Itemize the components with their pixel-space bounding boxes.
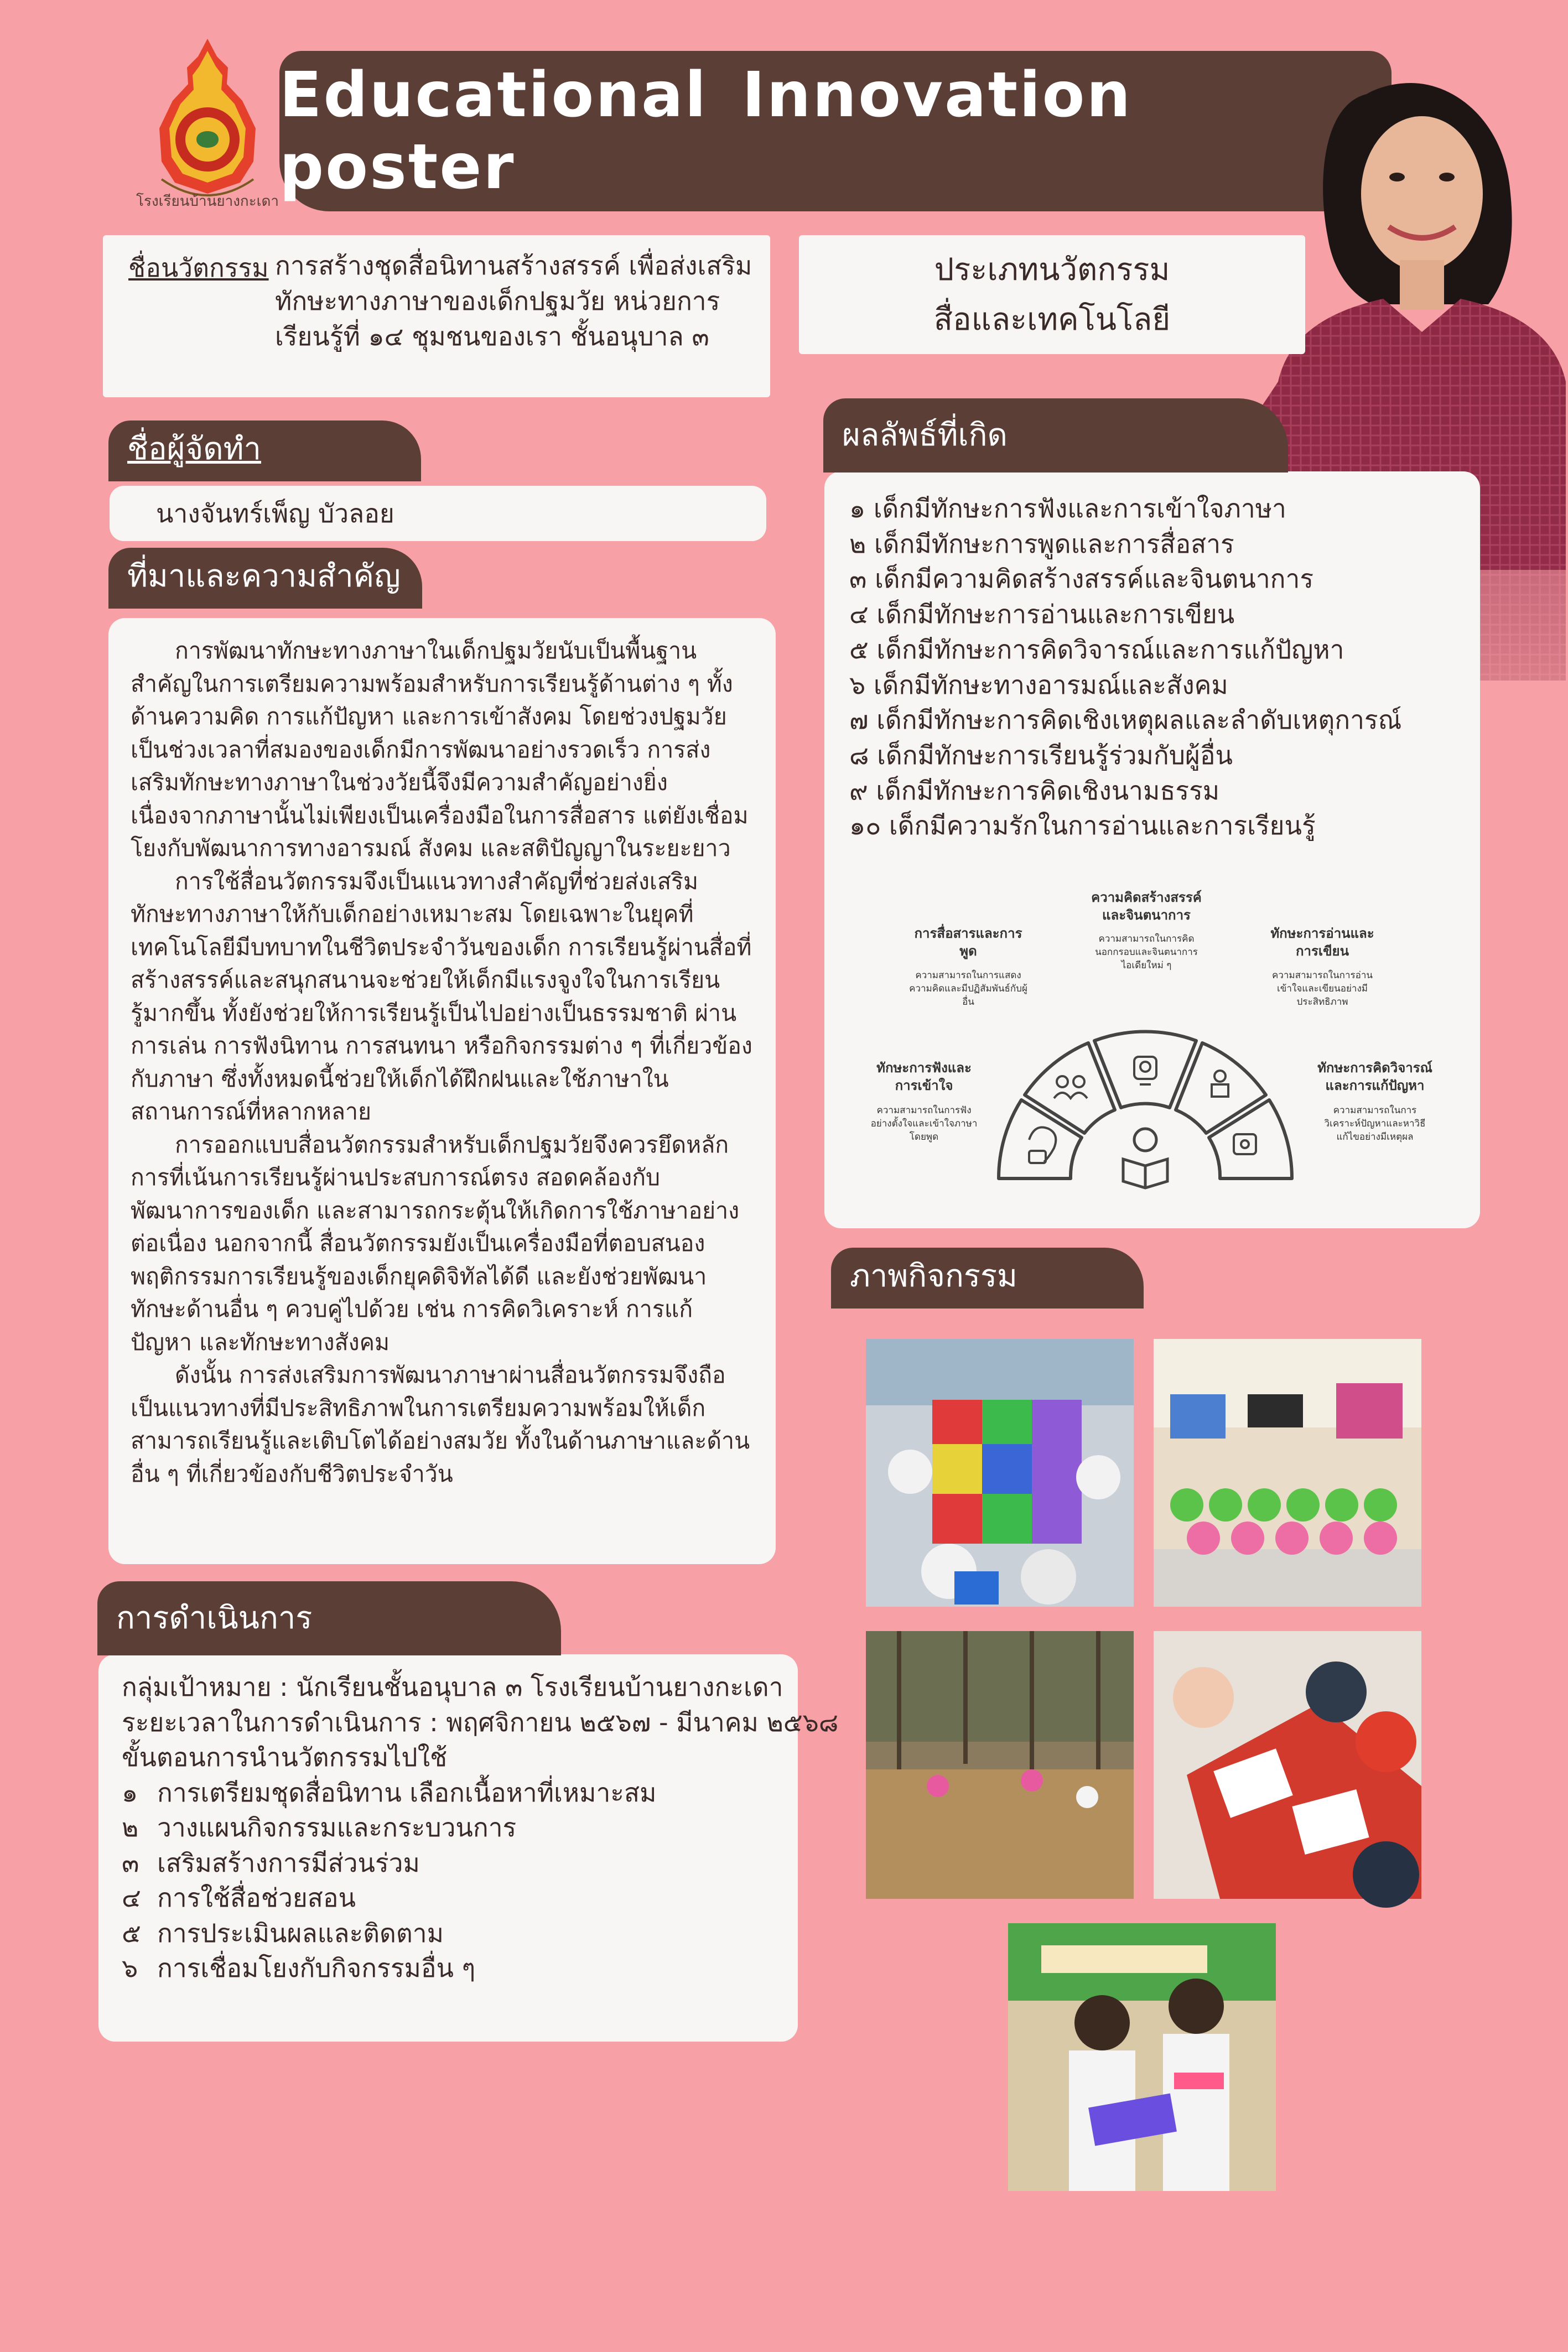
wheel-label-communicate-desc: อื่น	[962, 996, 974, 1008]
reading-person-icon	[1212, 1071, 1228, 1097]
step-item: ๓ เสริมสร้างการมีส่วนร่วม	[122, 1847, 420, 1878]
wheel-label-creative-desc: นอกกรอบและจินตนาการ	[1095, 947, 1198, 958]
activity-photo	[1154, 1631, 1421, 1899]
school-logo	[136, 34, 279, 217]
steps-title: ขั้นตอนการนำนวัตกรรมไปใช้	[122, 1742, 448, 1772]
wheel-label-reading-desc: ประสิทธิภาพ	[1296, 996, 1348, 1008]
school-logo-text: โรงเรียนบ้านยางกะเดา	[136, 193, 279, 210]
innovation-line: เรียนรู้ที่ ๑๔ ชุมชนของเรา ชั้นอนุบาล ๓	[275, 321, 709, 351]
wheel-label-communicate-desc: ความคิดและมีปฏิสัมพันธ์กับผู้	[909, 983, 1027, 994]
innovation-type-box	[799, 235, 1305, 354]
wheel-label-listen-title: ทักษะการฟังและ	[876, 1060, 972, 1076]
activity-photo	[1008, 1923, 1276, 2191]
wheel-label-critical-desc: วิเคราะห์ปัญหาและหาวิธี	[1324, 1118, 1426, 1129]
result-item: ๓ เด็กมีความคิดสร้างสรรค์และจินตนาการ	[849, 564, 1314, 594]
innovation-line: การสร้างชุดสื่อนิทานสร้างสรรค์ เพื่อส่งเสริม	[275, 251, 752, 281]
author-heading: ชื่อผู้จัดทำ	[108, 420, 421, 481]
wheel-label-creative-title: ความคิดสร้างสรรค์	[1091, 890, 1202, 905]
result-item: ๒ เด็กมีทักษะการพูดและการสื่อสาร	[849, 528, 1234, 559]
origin-heading: ที่มาและความสำคัญ	[108, 548, 422, 609]
result-item: ๗ เด็กมีทักษะการคิดเชิงเหตุผลและลำดับเหตุการณ์	[849, 705, 1402, 735]
origin-paragraph: ดังนั้น การส่งเสริมการพัฒนาภาษาผ่านสื่อนวัตกรรมจึงถือเป็นแนวทางที่มีประสิทธิภาพในการเตรียมความพร้อมให้เด็กสามารถเรียนรู้และเติบโตได้อย่างสมวัย ทั้งในด้านภาษาและด้านอื่น ๆ ที่เกี่ยวข้องกับชีวิตประจำวัน	[131, 1362, 750, 1487]
wheel-label-listen-title: การเข้าใจ	[895, 1078, 953, 1093]
group-talk-icon	[1054, 1076, 1087, 1098]
wheel-label-creative-desc: ความสามารถในการคิด	[1098, 933, 1195, 944]
step-item: ๑ การเตรียมชุดสื่อนิทาน เลือกเนื้อหาที่เหมาะสม	[122, 1777, 657, 1808]
wheel-label-critical-title: และการแก้ปัญหา	[1325, 1078, 1425, 1093]
results-list	[849, 491, 1401, 844]
activity-photo	[866, 1631, 1134, 1899]
wheel-label-reading-title: ทักษะการอ่านและ	[1270, 926, 1374, 941]
results-heading: ผลลัพธ์ที่เกิด	[823, 398, 1288, 473]
poster-title: Educational Innovation poster	[279, 51, 1392, 211]
innovation-type-label: ประเภทนวัตกรรม	[934, 251, 1170, 288]
result-item: ๑๐ เด็กมีความรักในการอ่านและการเรียนรู้	[849, 811, 1316, 841]
author-name: นางจันทร์เพ็ญ บัวลอย	[110, 486, 766, 541]
result-item: ๖ เด็กมีทักษะทางอารมณ์และสังคม	[849, 669, 1228, 700]
origin-paragraph: การพัฒนาทักษะทางภาษาในเด็กปฐมวัยนับเป็นพื้นฐานสำคัญในการเตรียมความพร้อมสำหรับการเรียนรู้ด้านต่าง ๆ ทั้งด้านความคิด การแก้ปัญหา และการเข้าสังคม โดยช่วงปฐมวัย เป็นช่วงเวลาที่สมองของเด็กมีการพัฒนาอย่างรวดเร็ว การส่งเสริมทักษะทางภาษาในช่วงวัยนี้จึงมีความสำคัญอย่างยิ่ง เนื่องจากภาษานั้นไม่เพียงเป็นเครื่องมือในการสื่อสาร แต่ยังเชื่อมโยงกับพัฒนาการทางอารมณ์ สังคม และสติปัญญาในระยะยาว	[131, 637, 749, 861]
wheel-label-reading-desc: ความสามารถในการอ่าน	[1271, 970, 1373, 981]
wheel-segment-listen	[999, 1100, 1082, 1178]
skills-wheel-diagram	[863, 880, 1450, 1190]
wheel-label-critical-title: ทักษะการคิดวิจารณ์	[1317, 1060, 1432, 1076]
result-item: ๕ เด็กมีทักษะการคิดวิจารณ์และการแก้ปัญหา	[849, 634, 1344, 664]
step-item: ๖ การเชื่อมโยงกับกิจกรรมอื่น ๆ	[122, 1953, 476, 1983]
operations-heading: การดำเนินการ	[97, 1581, 561, 1655]
wheel-label-listen-desc: ความสามารถในการฟัง	[876, 1105, 972, 1116]
wheel-label-listen-desc: โดยพูด	[909, 1131, 939, 1143]
activities-heading: ภาพกิจกรรม	[831, 1248, 1144, 1309]
target-group: กลุ่มเป้าหมาย : นักเรียนชั้นอนุบาล ๓ โรงเรียนบ้านยางกะเดา	[122, 1672, 783, 1702]
wheel-label-reading-desc: เข้าใจและเขียนอย่างมี	[1277, 983, 1368, 994]
origin-text-box	[108, 618, 776, 1564]
origin-paragraph: การใช้สื่อนวัตกรรมจึงเป็นแนวทางสำคัญที่ช่วยส่งเสริมทักษะทางภาษาให้กับเด็กอย่างเหมาะสม โดยเฉพาะในยุคที่เทคโนโลยีมีบทบาทในชีวิตประจำวันของเด็ก การเรียนรู้ผ่านสื่อที่สร้างสรรค์และสนุกสนานจะช่วยให้เด็กมีแรงจูงใจในการเรียนรู้มากขึ้น ทั้งยังช่วยให้การเรียนรู้เป็นไปอย่างเป็นธรรมชาติ ผ่านการเล่น การฟังนิทาน การสนทนา หรือกิจกรรมต่าง ๆ ที่เกี่ยวข้องกับภาษา ซึ่งทั้งหมดนี้ช่วยให้เด็กได้ฝึกฝนและใช้ภาษาในสถานการณ์ที่หลากหลาย	[131, 868, 752, 1125]
wheel-label-communicate-title: พูด	[959, 943, 977, 959]
wheel-label-creative-title: และจินตนาการ	[1102, 907, 1191, 923]
wheel-label-critical-desc: แก้ไขอย่างมีเหตุผล	[1336, 1131, 1414, 1143]
step-item: ๕ การประเมินผลและติดตาม	[122, 1918, 444, 1948]
result-item: ๙ เด็กมีทักษะการคิดเชิงนามธรรม	[849, 775, 1220, 806]
step-item: ๒ วางแผนกิจกรรมและกระบวนการ	[122, 1813, 517, 1842]
wheel-segment-critical	[1209, 1100, 1292, 1178]
result-item: ๔ เด็กมีทักษะการอ่านและการเขียน	[849, 599, 1235, 630]
operation-period: ระยะเวลาในการดำเนินการ : พฤศจิกายน ๒๕๖๗ - มีนาคม ๒๕๖๘	[122, 1707, 839, 1737]
result-item: ๑ เด็กมีทักษะการฟังและการเข้าใจภาษา	[849, 494, 1286, 523]
child-reading-icon	[1123, 1129, 1167, 1188]
innovation-name	[275, 248, 752, 354]
innovation-line: ทักษะทางภาษาของเด็กปฐมวัย หน่วยการ	[275, 286, 720, 316]
result-item: ๘ เด็กมีทักษะการเรียนรู้ร่วมกับผู้อื่น	[849, 740, 1233, 770]
innovation-type-value: สื่อและเทคโนโลยี	[933, 301, 1171, 338]
wheel-label-critical-desc: ความสามารถในการ	[1333, 1105, 1417, 1116]
wheel-label-listen-desc: อย่างตั้งใจและเข้าใจภาษา	[870, 1118, 978, 1129]
ear-icon	[1029, 1128, 1056, 1164]
activity-photo	[1154, 1339, 1421, 1607]
innovation-label: ชื่อนวัตกรรม	[128, 253, 269, 283]
wheel-label-creative-desc: ไอเดียใหม่ ๆ	[1121, 960, 1172, 971]
wheel-label-communicate-desc: ความสามารถในการแสดง	[915, 970, 1021, 981]
wheel-label-communicate-title: การสื่อสารและการ	[914, 926, 1022, 941]
origin-paragraph: การออกแบบสื่อนวัตกรรมสำหรับเด็กปฐมวัยจึงควรยึดหลักการที่เน้นการเรียนรู้ผ่านประสบการณ์ตรง สอดคล้องกับพัฒนาการของเด็ก และสามารถกระตุ้นให้เกิดการใช้ภาษาอย่างต่อเนื่อง นอกจากนี้ สื่อนวัตกรรมยังเป็นเครื่องมือที่ตอบสนองพฤติกรรมการเรียนรู้ของเด็กยุคดิจิทัลได้ดี และยังช่วยพัฒนาทักษะด้านอื่น ๆ ควบคู่ไปด้วย เช่น การคิดวิเคราะห์ การแก้ปัญหา และทักษะทางสังคม	[131, 1131, 740, 1356]
lightbulb-icon	[1134, 1057, 1156, 1084]
operations-content	[122, 1670, 838, 1986]
puzzle-icon	[1234, 1134, 1256, 1154]
step-item: ๔ การใช้สื่อช่วยสอน	[122, 1883, 356, 1913]
wheel-label-reading-title: การเขียน	[1296, 943, 1349, 959]
activity-photo	[866, 1339, 1134, 1607]
